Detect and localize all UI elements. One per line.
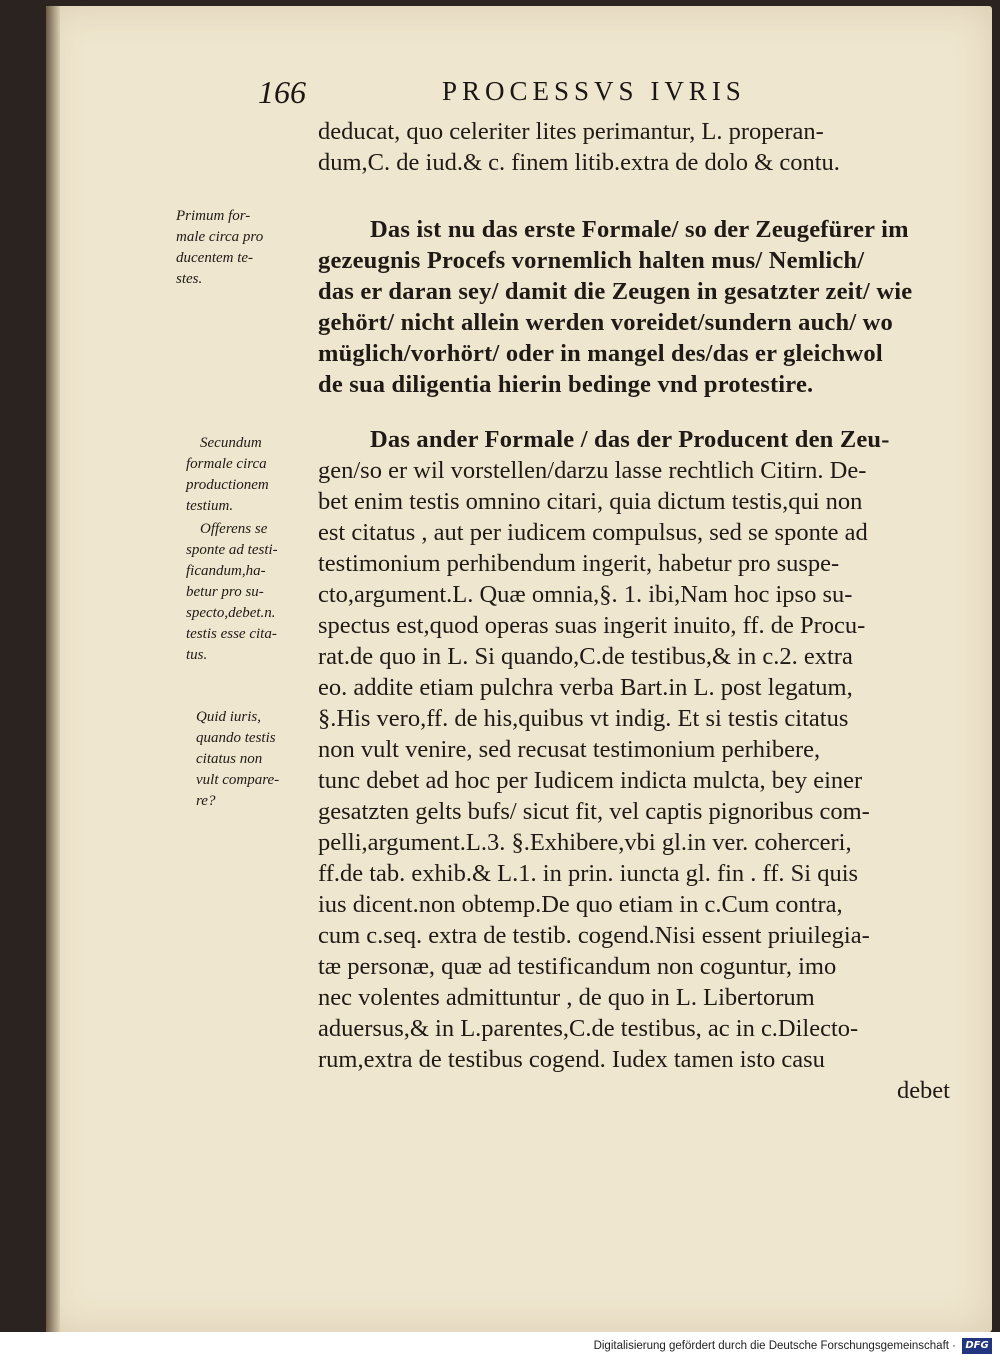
margin-note-quid-iuris (196, 707, 336, 812)
digitization-footer (0, 1332, 1000, 1361)
catchword: debet (896, 1077, 950, 1104)
margin-note-line: Primum for- (176, 208, 251, 224)
margin-note-line: Offerens se (200, 521, 268, 537)
text-line: aduersus,& in L.parentes,C.de testibus, ac in c.Dilecto‐ (318, 1015, 859, 1042)
text-line: nec volentes admittuntur , de quo in L. Libertorum (318, 984, 815, 1011)
text-line: dum,C. de iud.& c. finem litib.extra de dolo & contu. (318, 149, 840, 176)
book-spine-shadow (46, 6, 60, 1332)
dfg-logo: DFG (962, 1338, 992, 1354)
running-head: PROCESSVS IVRIS (442, 76, 746, 106)
margin-note-line: ducentem te- (176, 250, 254, 266)
margin-note-line: specto,debet.n. (186, 605, 276, 621)
margin-note-line: productionem (186, 477, 269, 493)
text-line: pelli,argument.L.3. §.Exhibere,vbi gl.in ver. coherceri, (318, 829, 852, 856)
text-line: est citatus , aut per iudicem compulsus, sed se sponte ad (318, 519, 868, 546)
margin-note-line: sponte ad testi- (186, 542, 278, 558)
margin-note-line: citatus non (196, 751, 263, 767)
margin-note-line: testis esse cita- (186, 626, 277, 642)
text-line: rum,extra de testibus cogend. Iudex tamen isto casu (318, 1046, 825, 1073)
margin-note-line: ficandum,ha- (186, 563, 266, 579)
text-line: gesatzten gelts bufs/ sicut fit, vel captis pignoribus com‐ (318, 798, 870, 825)
text-line: gen/so er wil vorstellen/darzu lasse rechtlich Citirn. De‐ (318, 457, 867, 484)
margin-note-line: vult compare- (196, 772, 280, 788)
text-line: das er daran sey/ damit die Zeugen in gesatzter zeit/ wie (318, 278, 913, 305)
margin-note-line: tus. (186, 647, 208, 663)
margin-note-line: betur pro su- (186, 584, 264, 600)
funding-credit: Digitalisierung gefördert durch die Deutsche Forschungsgemeinschaft · (593, 1340, 956, 1352)
text-line: cto,argument.L. Quæ omnia,§. 1. ibi,Nam hoc ipso su‐ (318, 581, 853, 608)
text-line: tunc debet ad hoc per Iudicem indicta mulcta, bey einer (318, 767, 863, 794)
margin-note-line: male circa pro (176, 229, 264, 245)
text-line: deducat, quo celeriter lites perimantur, L. properan‐ (318, 118, 824, 145)
margin-note-primum (176, 206, 316, 290)
margin-note-line: re? (196, 793, 216, 809)
text-line: Das ist nu das erste Formale/ so der Zeugefürer im (370, 216, 909, 243)
margin-note-line: Quid iuris, (196, 709, 262, 725)
text-line: ff.de tab. exhib.& L.1. in prin. iuncta gl. fin . ff. Si quis (318, 860, 859, 887)
paragraph-1 (318, 116, 950, 178)
text-line: gehört/ nicht allein werden voreidet/sundern auch/ wo (318, 309, 894, 336)
page-number: 166 (258, 74, 306, 110)
margin-note-secundum (186, 433, 326, 517)
text-line: non vult venire, sed recusat testimonium perhibere, (318, 736, 821, 763)
text-line: de sua diligentia hierin bedinge vnd protestire. (318, 371, 814, 398)
text-line: ius dicent.non obtemp.De quo etiam in c.Cum contra, (318, 891, 843, 918)
margin-note-line: testium. (186, 498, 234, 514)
text-line: eo. addite etiam pulchra verba Bart.in L. post legatum, (318, 674, 853, 701)
margin-note-line: formale circa (186, 456, 267, 472)
text-line: cum c.seq. extra de testib. cogend.Nisi essent priuilegia‐ (318, 922, 870, 949)
text-line: testimonium perhibendum ingerit, habetur pro suspe‐ (318, 550, 840, 577)
margin-note-offerens (186, 519, 326, 666)
text-line: tæ personæ, quæ ad testificandum non coguntur, imo (318, 953, 837, 980)
text-line: gezeugnis Procefs vornemlich halten mus/ Nemlich/ (318, 247, 865, 274)
paragraph-2 (318, 214, 950, 400)
text-line: bet enim testis omnino citari, quia dictum testis,qui non (318, 488, 863, 515)
margin-note-line: Secundum (200, 435, 262, 451)
paragraph-3 (318, 424, 950, 1106)
text-line: müglich/vorhört/ oder in mangel des/das er gleichwol (318, 340, 883, 367)
main-text-block (318, 116, 950, 1106)
text-line: rat.de quo in L. Si quando,C.de testibus,& in c.2. extra (318, 643, 853, 670)
text-line: spectus est,quod operas suas ingerit inuito, ff. de Procu‐ (318, 612, 866, 639)
margin-note-line: quando testis (196, 730, 276, 746)
page-header (258, 74, 818, 114)
margin-note-line: stes. (176, 271, 203, 287)
text-line: §.His vero,ff. de his,quibus vt indig. Et si testis citatus (318, 705, 849, 732)
text-line: Das ander Formale / das der Producent den Zeu‐ (370, 426, 890, 453)
